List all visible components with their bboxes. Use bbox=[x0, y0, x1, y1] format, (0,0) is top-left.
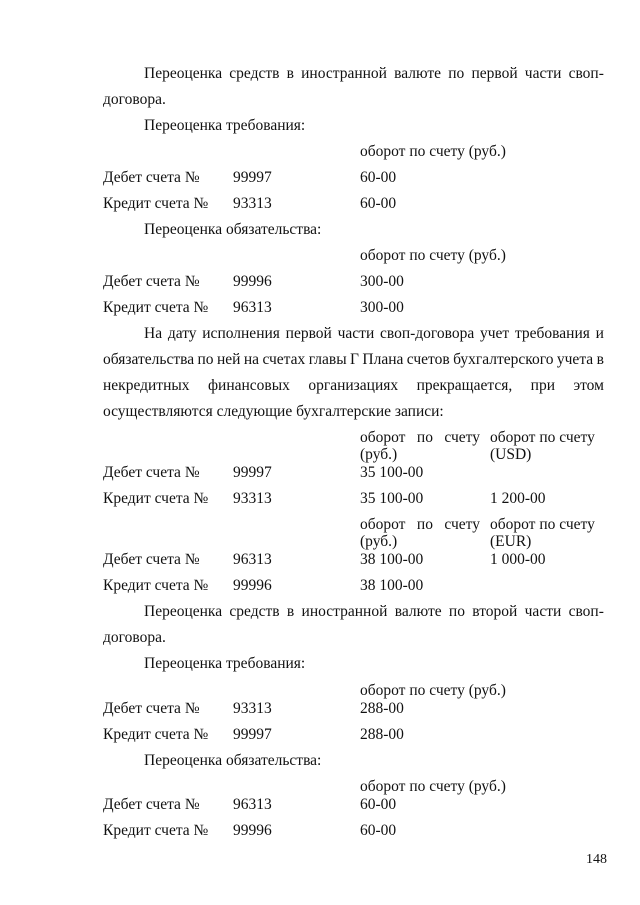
entry-account: 93313 bbox=[233, 490, 272, 507]
word: некредитных bbox=[103, 377, 190, 394]
word: ней bbox=[216, 351, 241, 368]
section2-title-line1 bbox=[144, 603, 604, 621]
word: в bbox=[286, 65, 294, 82]
word: части bbox=[524, 65, 562, 82]
word: по bbox=[416, 429, 433, 446]
word: по bbox=[197, 351, 214, 368]
word: части bbox=[337, 325, 375, 342]
section1-title-line1 bbox=[144, 65, 604, 83]
entry-account: 93313 bbox=[233, 195, 272, 212]
word: учета bbox=[556, 351, 594, 368]
word: счетов bbox=[406, 351, 450, 368]
paragraph-line4: осуществляются следующие бухгалтерские записи: bbox=[103, 403, 444, 420]
entries1-rub-header-line1 bbox=[360, 429, 480, 446]
page-number: 148 bbox=[586, 852, 607, 867]
entry-fx-amount: 1 000-00 bbox=[490, 551, 546, 568]
word: средств bbox=[229, 65, 280, 82]
entry-amount: 288-00 bbox=[360, 726, 404, 743]
word: учет bbox=[479, 325, 510, 342]
word: исполнения bbox=[202, 325, 280, 342]
word: своп- bbox=[568, 65, 604, 82]
entry-account: 99997 bbox=[233, 464, 272, 481]
word: На bbox=[144, 325, 163, 342]
section1-claim-col-header: оборот по счету (руб.) bbox=[360, 143, 506, 160]
word: своп- bbox=[568, 603, 604, 620]
entry-amount: 60-00 bbox=[360, 796, 397, 813]
section1-obligation-heading: Переоценка обязательства: bbox=[144, 221, 322, 238]
entry-label: Кредит счета № bbox=[103, 822, 209, 839]
word: при bbox=[530, 377, 556, 394]
paragraph-line2 bbox=[103, 351, 604, 369]
entry-account: 96313 bbox=[233, 551, 272, 568]
entries2-rub-header-line2: (руб.) bbox=[360, 533, 398, 550]
word: валюте bbox=[394, 65, 442, 82]
entries1-fx-header-line2: (USD) bbox=[490, 446, 532, 463]
word: по bbox=[448, 65, 465, 82]
entry-rub-amount: 35 100-00 bbox=[360, 464, 424, 481]
word: главы bbox=[308, 351, 347, 368]
entry-rub-amount: 35 100-00 bbox=[360, 490, 424, 507]
entry-label: Кредит счета № bbox=[103, 577, 209, 594]
word: Г bbox=[350, 351, 359, 368]
section1-claim-heading: Переоценка требования: bbox=[144, 117, 306, 134]
word: по bbox=[448, 603, 465, 620]
word: обязательства bbox=[103, 351, 195, 368]
entry-account: 99997 bbox=[233, 169, 272, 186]
word: Переоценка bbox=[144, 65, 223, 82]
paragraph-line3 bbox=[103, 377, 604, 395]
entry-label: Дебет счета № bbox=[103, 796, 200, 813]
word: финансовых bbox=[207, 377, 290, 394]
entry-account: 99996 bbox=[233, 273, 272, 290]
entry-label: Дебет счета № bbox=[103, 169, 200, 186]
word: в bbox=[596, 351, 604, 368]
entries2-fx-header-line1: оборот по счету bbox=[490, 516, 595, 533]
word: валюте bbox=[394, 603, 442, 620]
entry-label: Кредит счета № bbox=[103, 195, 209, 212]
section2-claim-col-header: оборот по счету (руб.) bbox=[360, 682, 506, 699]
entry-label: Кредит счета № bbox=[103, 726, 209, 743]
entry-label: Дебет счета № bbox=[103, 551, 200, 568]
entry-label: Дебет счета № bbox=[103, 700, 200, 717]
entry-account: 96313 bbox=[233, 796, 272, 813]
word: второй bbox=[472, 603, 518, 620]
word: дату bbox=[167, 325, 197, 342]
word: в bbox=[286, 603, 295, 620]
entries2-rub-header-line1 bbox=[360, 516, 480, 533]
entry-rub-amount: 38 100-00 bbox=[360, 551, 424, 568]
entry-amount: 60-00 bbox=[360, 169, 397, 186]
word: этом bbox=[573, 377, 604, 394]
entry-rub-amount: 38 100-00 bbox=[360, 577, 424, 594]
word: оборот bbox=[360, 516, 406, 533]
word: бухгалтерского bbox=[453, 351, 554, 368]
word: иностранной bbox=[301, 603, 388, 620]
entries1-fx-header-line1: оборот по счету bbox=[490, 429, 595, 446]
word: своп-договора bbox=[379, 325, 475, 342]
entry-label: Кредит счета № bbox=[103, 299, 209, 316]
entry-account: 99997 bbox=[233, 726, 272, 743]
word: средств bbox=[229, 603, 280, 620]
word: счету bbox=[444, 429, 480, 446]
word: организациях bbox=[308, 377, 399, 394]
word: и bbox=[595, 325, 604, 342]
entry-label: Кредит счета № bbox=[103, 490, 209, 507]
word: иностранной bbox=[301, 65, 387, 82]
entry-account: 99996 bbox=[233, 822, 272, 839]
entries2-fx-header-line2: (EUR) bbox=[490, 533, 532, 550]
entry-label: Дебет счета № bbox=[103, 464, 200, 481]
section2-title-line2: договора. bbox=[103, 629, 166, 646]
entry-amount: 288-00 bbox=[360, 700, 404, 717]
entry-amount: 60-00 bbox=[360, 822, 397, 839]
section1-obligation-col-header: оборот по счету (руб.) bbox=[360, 247, 506, 264]
section2-obligation-col-header: оборот по счету (руб.) bbox=[360, 778, 506, 795]
entry-amount: 300-00 bbox=[360, 299, 404, 316]
entry-fx-amount: 1 200-00 bbox=[490, 490, 546, 507]
word: части bbox=[524, 603, 562, 620]
entry-amount: 60-00 bbox=[360, 195, 397, 212]
entries1-rub-header-line2: (руб.) bbox=[360, 446, 398, 463]
entry-account: 93313 bbox=[233, 700, 272, 717]
section2-claim-heading: Переоценка требования: bbox=[144, 655, 306, 672]
word: требования bbox=[514, 325, 590, 342]
word: прекращается, bbox=[416, 377, 513, 394]
word: первой bbox=[471, 65, 518, 82]
entry-label: Дебет счета № bbox=[103, 273, 200, 290]
word: оборот bbox=[360, 429, 406, 446]
word: Плана bbox=[362, 351, 404, 368]
entry-amount: 300-00 bbox=[360, 273, 404, 290]
paragraph-line1 bbox=[144, 325, 604, 343]
section2-obligation-heading: Переоценка обязательства: bbox=[144, 752, 322, 769]
word: счету bbox=[444, 516, 480, 533]
entry-account: 96313 bbox=[233, 299, 272, 316]
word: счетах bbox=[262, 351, 306, 368]
word: на bbox=[243, 351, 260, 368]
entry-account: 99996 bbox=[233, 577, 272, 594]
word: первой bbox=[285, 325, 332, 342]
section1-title-line2: договора. bbox=[103, 91, 166, 108]
word: Переоценка bbox=[144, 603, 223, 620]
word: по bbox=[416, 516, 433, 533]
